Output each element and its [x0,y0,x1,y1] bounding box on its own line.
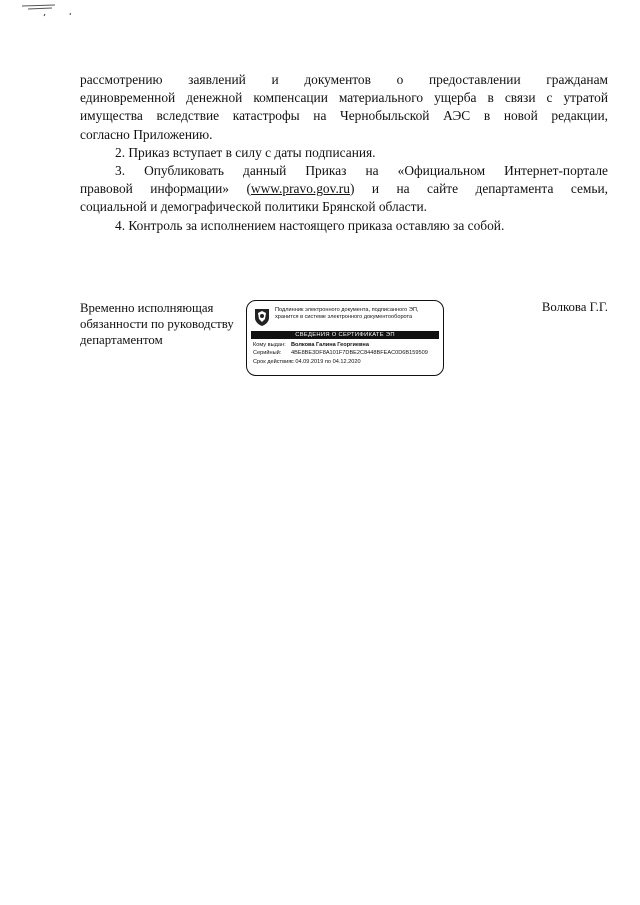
position-line-2: обязанности по руководству [80,317,234,331]
electronic-signature-stamp [246,300,444,376]
item-3-pre: правовой информации» ( [80,181,251,197]
validity-label: Срок действия: [253,358,293,365]
para1-line1: рассмотрению заявлений и документов о предоставлении гражданам [80,72,608,87]
item-3-line1: 3. Опубликовать данный Приказ на «Официальном Интернет-портале [115,163,608,179]
item-3-post: ) и на сайте департамента семьи, [349,181,608,197]
stamp-row-validity [253,358,441,366]
stamp-row-serial [253,349,441,357]
position-line-1: Временно исполняющая [80,301,214,315]
stamp-note: Подлинник электронного документа, подписанного ЭП, хранится в системе электронного документооборота [275,307,419,320]
scan-mark-decoration [0,0,80,20]
item-3-line2 [80,180,608,198]
issued-label: Кому выдан: [253,342,286,348]
position-line-3: департаментом [80,333,163,347]
signer-name: Волкова Г.Г. [541,300,608,314]
signer-position [80,300,250,348]
para1-line4: согласно Приложению. [80,126,213,142]
validity-value: с 04.09.2019 по 04.12.2020 [291,358,361,365]
item-3-line3: социальной и демографической политики Брянской области. [80,199,427,215]
para1-line3: имущества вследствие катастрофы на Чернобыльской АЭС в новой редакции, [80,108,608,124]
pravo-link[interactable]: www.pravo.gov.ru [250,181,350,197]
stamp-row-issued [253,341,441,349]
item-2: 2. Приказ вступает в силу с даты подписания. [115,144,376,160]
para1-line2: единовременной денежной компенсации материального ущерба в связи с утратой [80,90,608,106]
issued-value: Волкова Галина Георгиевна [291,342,369,348]
stamp-header: СВЕДЕНИЯ О СЕРТИФИКАТЕ ЭП [251,331,439,339]
item-4: 4. Контроль за исполнением настоящего приказа оставляю за собой. [115,217,505,233]
stamp-details [253,341,441,366]
coat-of-arms-icon [253,307,271,327]
order-text [80,71,608,235]
serial-label: Серийный: [253,350,282,357]
serial-value: 4BE8BE3DF8A101F7DBE2C8448BFEAC0D6B159509 [291,350,428,357]
